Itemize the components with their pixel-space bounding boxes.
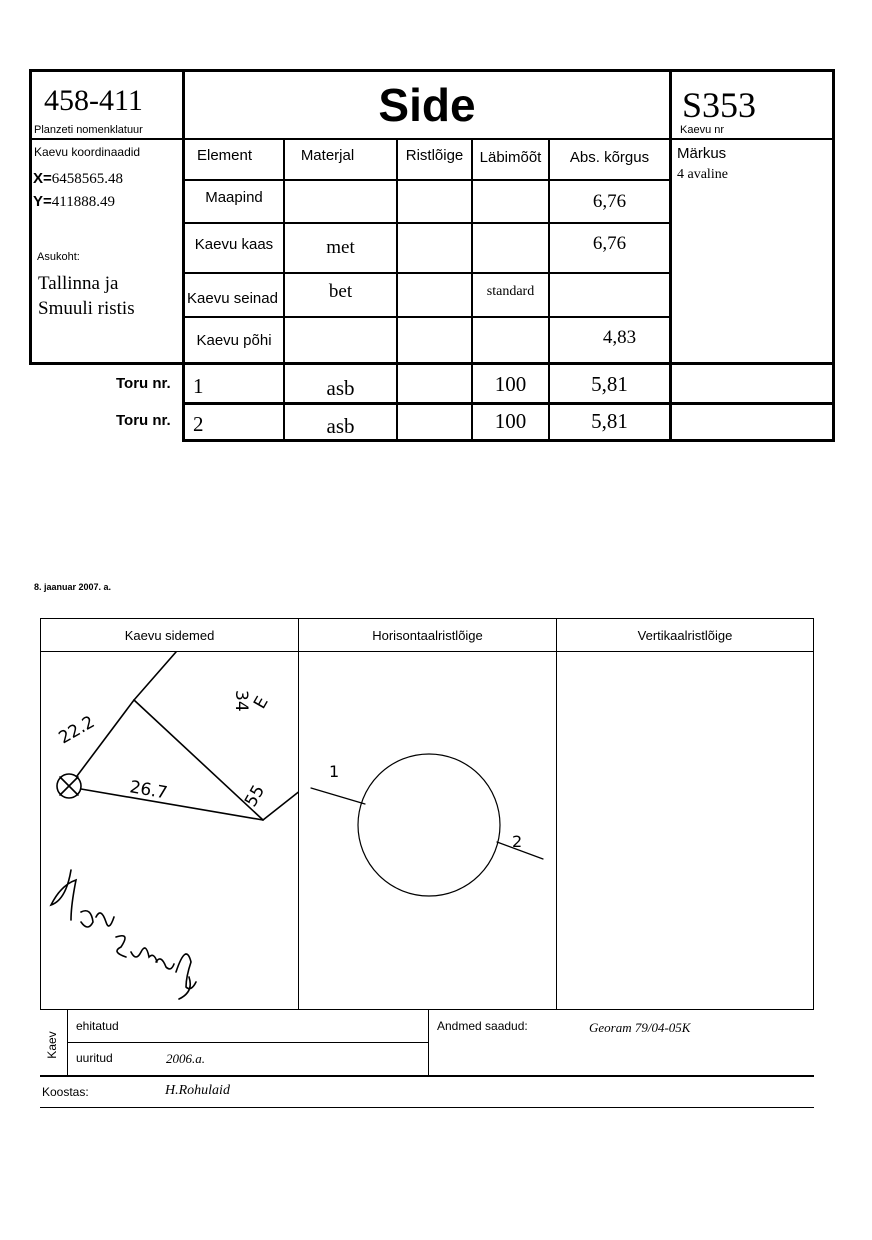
data-source-label: Andmed saadud: [437, 1019, 528, 1033]
compiled-value: H.Rohulaid [165, 1083, 230, 1098]
direction-label: E [250, 693, 273, 713]
pipe-marker-label: 2 [512, 832, 523, 851]
direction-label: 34 [231, 690, 251, 712]
row-height: 6,76 [592, 233, 627, 254]
number-label: 55 [241, 781, 270, 811]
row-element: Kaevu kaas [194, 235, 274, 253]
col-header-diameter: Läbimõõt [479, 148, 542, 166]
built-label: ehitatud [76, 1019, 119, 1033]
note-value: 4 avaline [677, 167, 728, 182]
pipe-label: Toru nr. [116, 412, 171, 429]
pipe-diameter: 100 [494, 371, 527, 396]
location-line2: Smuuli ristis [38, 298, 135, 319]
side-label: Kaev [45, 1031, 59, 1059]
col-header-element: Element [196, 146, 253, 164]
col-vertical-section: Vertikaalristlõige [637, 627, 733, 643]
row-material: met [326, 237, 355, 258]
distance-label: 22.2 [55, 712, 99, 749]
sheet-number: 458-411 [44, 84, 143, 117]
pipe-diameter: 100 [494, 408, 527, 433]
location-line1: Tallinna ja [38, 273, 119, 294]
row-material: bet [328, 281, 353, 302]
x-coordinate [33, 170, 123, 188]
row-height: 6,76 [592, 190, 627, 212]
well-number: S353 [682, 85, 757, 125]
pipe-marker-label: 1 [329, 762, 340, 781]
form-title: Side [378, 79, 476, 131]
pipe-material: asb [326, 413, 355, 438]
col-header-height: Abs. kõrgus [569, 148, 650, 166]
row-element: Maapind [205, 189, 263, 206]
surveyed-value: 2006.a. [166, 1051, 205, 1066]
well-outline-icon [358, 754, 500, 896]
data-source-value: Georam 79/04-05K [589, 1020, 691, 1035]
pipe-number: 2 [193, 412, 204, 436]
x-value: 6458565.48 [51, 171, 124, 187]
pipe-material: asb [326, 375, 355, 400]
well-connections-sketch [41, 652, 298, 1009]
coords-label: Kaevu koordinaadid [34, 145, 141, 159]
y-coordinate [33, 193, 115, 211]
horizontal-section-sketch [299, 652, 556, 1009]
well-label: Kaevu nr [680, 124, 725, 136]
pipe-label: Toru nr. [116, 375, 171, 392]
compiled-label: Koostas: [42, 1085, 89, 1099]
pipe-height: 5,81 [591, 371, 628, 396]
row-element: Kaevu põhi [196, 331, 272, 349]
row-diameter: standard [486, 284, 535, 299]
pipe-height: 5,81 [591, 408, 628, 433]
date-text: 8. jaanuar 2007. a. [34, 582, 112, 592]
surveyed-label: uuritud [76, 1051, 113, 1065]
y-value: 411888.49 [51, 194, 115, 210]
row-height: 4,83 [602, 327, 637, 348]
col-header-note: Märkus [677, 145, 727, 162]
pipe-number: 1 [193, 374, 204, 398]
col-header-material: Materjal [300, 146, 355, 164]
location-label: Asukoht: [37, 251, 80, 263]
col-kaevu-sidemed: Kaevu sidemed [124, 627, 215, 643]
col-header-cross: Ristlõige [405, 146, 464, 164]
y-label: Y= [33, 193, 52, 210]
distance-label: 26.7 [128, 777, 169, 804]
col-horizontal-section: Horisontaalristlõige [372, 627, 483, 643]
sheet-label: Planzeti nomenklatuur [34, 124, 143, 136]
row-element: Kaevu seinad [187, 289, 278, 307]
x-label: X= [33, 170, 52, 187]
